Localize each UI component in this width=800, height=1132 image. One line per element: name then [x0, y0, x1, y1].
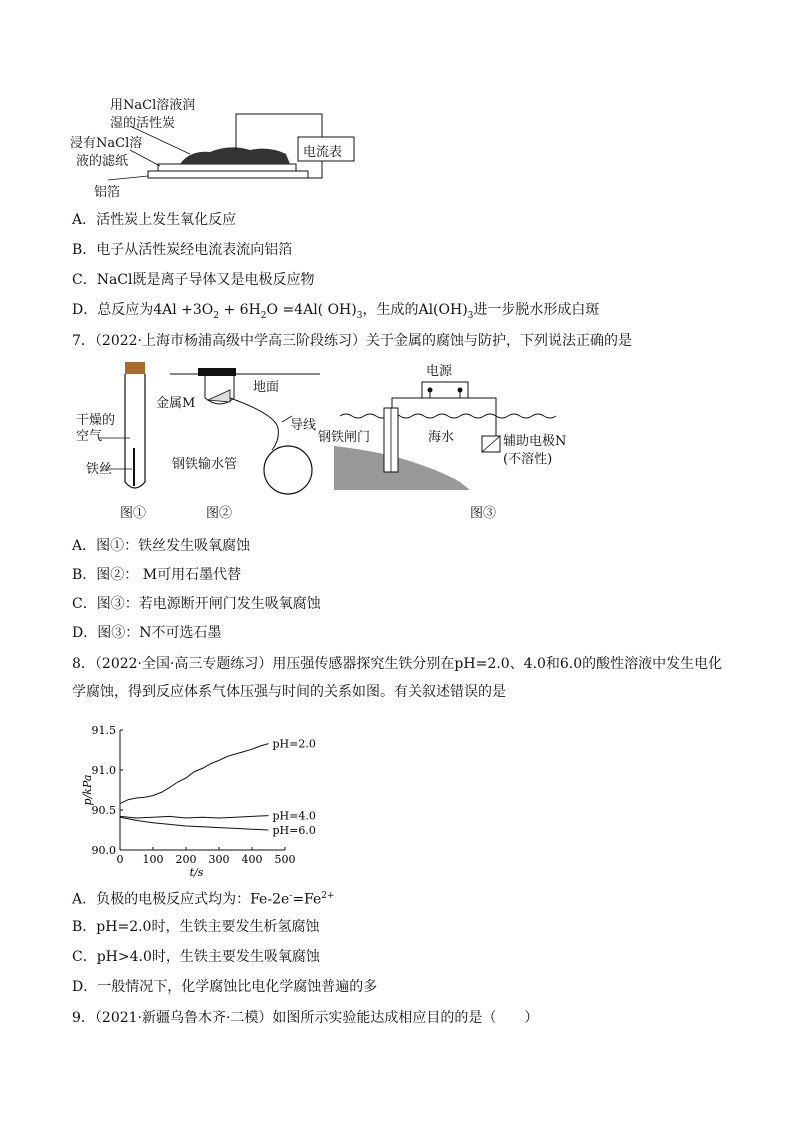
label-carbon-line2: 湿的活性炭: [110, 116, 176, 131]
label-ground: 地面: [253, 380, 280, 395]
y-tick-label: 91.5: [91, 724, 116, 737]
q8-option-b: B．pH=2.0时，生铁主要发生析氢腐蚀: [72, 919, 320, 935]
q9-stem: 9．（2021·新疆乌鲁木齐·二模）如图所示实验能达成相应目的的是（ ）: [72, 1010, 539, 1026]
label-ammeter: 电流表: [303, 145, 343, 160]
label-steel-gate: 钢铁闸门: [318, 430, 371, 445]
y-tick-label: 90.0: [91, 844, 116, 857]
label-steel-pipe: 钢铁输水管: [172, 457, 238, 472]
q7-option-c: C．图③：若电源断开闸门发生吸氧腐蚀: [72, 596, 321, 612]
q6-option-c: C．NaCl既是离子导体又是电极反应物: [72, 272, 315, 288]
label-dry-air-line1: 干燥的: [76, 413, 116, 428]
label-lead: 导线: [290, 418, 317, 433]
label-paper-line2: 液的滤纸: [76, 154, 129, 169]
lead-wire: [230, 398, 278, 450]
pressure-time-chart: [80, 718, 320, 878]
series-line: [120, 816, 269, 818]
aluminum-foil: [148, 171, 308, 178]
steel-pipe: [264, 446, 312, 494]
label-paper-line1: 浸有NaCl溶: [70, 136, 143, 151]
label-aux-electrode-line1: 辅助电极N: [503, 434, 567, 449]
q8-option-c: C．pH>4.0时，生铁主要发生吸氧腐蚀: [72, 949, 320, 965]
q7-option-b: B．图②： M可用石墨代替: [72, 567, 242, 583]
activated-carbon: [180, 147, 290, 164]
x-tick-label: 400: [241, 853, 263, 866]
label-dry-air-line2: 空气: [76, 429, 103, 444]
q8-stem-line2: 学腐蚀，得到反应体系气体压强与时间的关系如图。有关叙述错误的是: [72, 684, 506, 700]
q7-stem: 7．（2022·上海市杨浦高级中学高三阶段练习）关于金属的腐蚀与防护，下列说法正确的是: [72, 333, 632, 349]
series-label: pH=6.0: [272, 824, 316, 837]
label-seawater: 海水: [428, 430, 455, 445]
label-iron-wire: 铁丝: [86, 462, 113, 477]
x-tick-label: 100: [142, 853, 164, 866]
seabed: [334, 446, 470, 490]
series-label: pH=2.0: [272, 737, 316, 751]
label-metal-m: 金属M: [156, 396, 196, 411]
series-line: [120, 817, 269, 830]
q6-option-d: D．总反应为$4Al +3O_2 + 6H_2O =4Al$( $OH)_3$，生成的$Al(OH)_3$进一步脱水形成白斑: [72, 302, 600, 321]
y-tick-label: 91.0: [91, 764, 116, 777]
metal-cap: [198, 368, 236, 376]
q8-option-a: A．负极的电极反应式均为：$Fe-2e^-=Fe^{2+}$: [72, 891, 335, 908]
y-axis-label: p/kPa: [81, 774, 94, 806]
x-tick-label: 200: [175, 853, 197, 866]
series-line: [120, 744, 269, 804]
label-carbon-line1: 用NaCl溶液润: [110, 98, 196, 113]
label-aux-electrode-line2: (不溶性): [503, 452, 553, 467]
q6-option-a: A．活性炭上发生氧化反应: [72, 212, 237, 228]
caption-fig2: 图②: [206, 506, 233, 521]
caption-fig1: 图①: [120, 506, 147, 521]
q8-option-d: D．一般情况下，化学腐蚀比电化学腐蚀普遍的多: [72, 979, 378, 995]
caption-fig3: 图③: [470, 506, 497, 521]
label-foil: 铝箔: [94, 185, 121, 200]
x-tick-label: 500: [274, 853, 296, 866]
x-tick-label: 300: [208, 853, 230, 866]
cork-stopper: [125, 362, 145, 374]
x-tick-label: 0: [116, 853, 124, 866]
q6-option-b: B．电子从活性炭经电流表流向铝箔: [72, 242, 293, 258]
label-power: 电源: [426, 364, 453, 379]
sea-surface: [340, 414, 556, 418]
q8-stem-line1: 8．（2022·全国·高三专题练习）用压强传感器探究生铁分别在pH=2.0、4.0和6.0的酸性溶液中发生电化: [72, 656, 723, 672]
y-tick-label: 90.5: [91, 804, 116, 817]
q7-option-d: D．图③：N不可选石墨: [72, 625, 222, 641]
q7-option-a: A．图①：铁丝发生吸氧腐蚀: [72, 538, 251, 554]
metal-m: [208, 390, 230, 402]
x-axis-label: t/s: [189, 866, 204, 878]
filter-paper: [158, 164, 296, 171]
series-label: pH=4.0: [272, 809, 316, 823]
